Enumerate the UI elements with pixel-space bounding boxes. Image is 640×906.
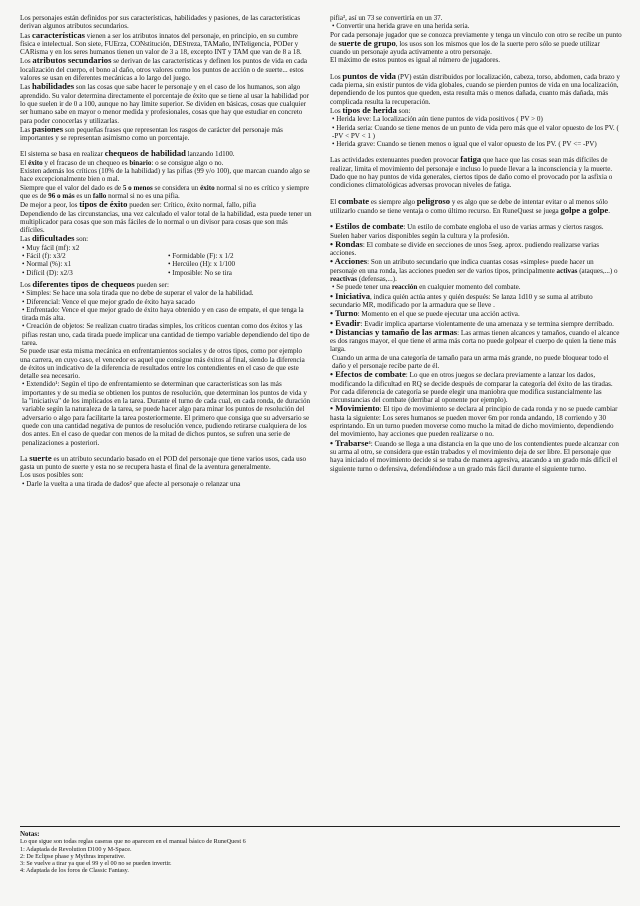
pv-paragraph: Los puntos de vida (PV) están distribuidos por localización, cabeza, torso, abdomen, cada brazo y cada pierna, sin existir puntos de vida globales, cuando se pierden puntos de vida en una localización, dependiendo de los puntos que queden, esta resulta más o menos dañada, cuanto más dañada, más complicada resulta la recuperación. <box>330 70 620 106</box>
suerte-paragraph: La suerte es un atributo secundario basado en el POD del personaje que tiene varios usos, cada uso gasta un punto de suerte y esta no se recupera hasta el final de la aventura generalmente. <box>20 452 307 472</box>
dependiendo-paragraph: Dependiendo de las circunstancias, una vez calculado el valor total de la habilidad, esta puede tener un multiplicador para cosas que son más fáciles de lo normal o un divisor para cosas que son más difíciles. <box>20 209 312 235</box>
list-item: • Formidable (F): x 1/2 <box>168 252 234 261</box>
mecanica-paragraph: Se puede usar esta misma mecánica en enfrentamientos sociales y de otros tipos, como por ejemplo una carrera, en cuyo caso, el vencedor es aquel que consigue más éxitos al final, siendo la diferencia de éxitos un indicativo de la diferencia de resultados entre los contendientes en el caso de que este detalle sea necesario. <box>20 347 305 381</box>
list-item: • Imposible: No se tira <box>168 268 232 277</box>
grupo-paragraph: Por cada personaje jugador que se conozca previamente y tenga un vínculo con otro se recibe un punto de suerte de grupo, los usos son los mismos que los de la suerte pero sólo se puede utilizar cuando un personaje ayuda activamente a otro personaje. <box>330 30 622 57</box>
dificultades-heading: Las dificultades son: <box>20 233 89 244</box>
chequeos-paragraph: El sistema se basa en realizar chequeos de habilidad lanzando 1d100. <box>20 148 235 159</box>
tipos-exito-paragraph: De mejor a peor, los tipos de éxito pueden ser: Crítico, éxito normal, fallo, pifia <box>20 199 256 210</box>
note-line: 2: De Eclipse phase y Mythras imperative. <box>20 852 126 860</box>
list-item: • Diferencial: Vence el que mejor grado de éxito haya sacado <box>22 297 195 306</box>
notes-divider <box>20 826 620 827</box>
list-item: • Herida grave: Cuando se tienen menos o igual que el valor opuesto de los PV. ( PV <= -PV) <box>332 140 597 149</box>
dano-paragraph: Dado que no hay puntos de vida generales, ciertos tipos de daño como el provocado por la asfixia o condiciones climatológicas adversas provocan niveles de fatiga. <box>330 173 613 190</box>
diferentes-heading: Los diferentes tipos de chequeos pueden ser: <box>20 278 169 289</box>
list-item: • Convertir una herida grave en una herida seria. <box>332 22 470 31</box>
iniciativa-item: • Iniciativa, indica quién actúa antes y quién después: Se lanza 1d10 y se suma al atributo secundario MR, modificado por la armadura que se lleve . <box>330 290 593 309</box>
left-column <box>20 14 312 822</box>
fatiga-paragraph: Las actividades extenuantes pueden provocar fatiga que hace que las cosas sean más difíciles de realizar, limita el movimiento del personaje e incluso lo puede llevar a la inconsciencia y la muerte. <box>330 154 613 173</box>
note-line: 1: Adaptada de Revolution D100 y M-Space. <box>20 845 132 853</box>
list-item: • Difícil (D): x2/3 <box>22 268 73 277</box>
list-item: • Darle la vuelta a una tirada de dados² que afecte al personaje o relanzar una <box>22 479 241 488</box>
notes-section <box>20 831 620 875</box>
list-item: • Herida leve: La localización aún tiene puntos de vida positivos ( PV > 0) <box>332 115 543 124</box>
two-column-body <box>20 14 622 822</box>
evadir-item: • Evadir: Evadir implica apartarse violentamente de una amenaza y se termina siempre derribado. <box>330 317 614 328</box>
trabarse-item: • Trabarse⁴: Cuando se llega a una distancia en la que uno de los contendientes puede alcanzar con su arma al otro, se considera que están trabados y el movimiento deja de ser libre. El personaje que haya iniciado el movimiento decide si se traba de manera agresiva, atacando a un grado más difícil el siguiente turno o defensiva, defendiéndose a un grado más fácil durante el siguiente turno. <box>330 437 619 473</box>
list-item: • Simples: Se hace una sola tirada que no debe de superar el valor de la habilidad. <box>22 289 254 298</box>
distancias-item: • Distancias y tamaño de las armas: Las armas tienen alcances y tamaños, cuando el alcance es dos rangos mayor, el que tiene el arma más corta no puede golpear el cuerpo de quien la tiene más larga. <box>330 326 620 354</box>
movimiento-item: • Movimiento: El tipo de movimiento se declara al principio de cada ronda y no se puede cambiar hasta la siguiente: Los seres humanos se pueden mover 6m por ronda andando, 18 corriendo y 30 esprintando. En un turno pueden moverse como mucho la mitad de dicho movimiento, dependiendo del movimiento, hay acciones que pueden realizarse o no. <box>330 403 618 439</box>
list-item: • Fácil (f): x3/2 <box>22 252 66 261</box>
habilidades-paragraph: Las habilidades son las cosas que sabe hacer le personaje y en el caso de los humanos, son algo aprendido. Su valor determina directamente el porcentaje de éxito que se tiene al usar la habilidad por lo que suelen ir de 0 a 100, aunque no hay límite superior. Se dividen en básicas, cosas que cualquier ser humano sabe en mayor o menor medida y profesionales, cosas que hay que estudiar en concreto para poder conocerlas y utilizarlas. <box>20 81 309 125</box>
intro-paragraph: Los personajes están definidos por sus características, habilidades y pasiones, de las características derivan algunos atributos secundarios. <box>20 14 301 31</box>
list-item <box>166 244 312 252</box>
criticos-paragraph: Existen además los críticos (10% de la habilidad) y las pifias (99 y/o 100), que marcan cuando algo se hace excepcionalmente bien o mal. <box>20 167 310 184</box>
caracteristicas-paragraph: Las características vienen a ser los atributos innatos del personaje, en principio, en su cumbre física e intelectual. Son siete, FUErza, CONstitución, DEStreza, TAMaño, INTeligencia, PODer y CARisma y en los seres humanos tienen un valor de 3 a 18, excepto INT y TAM que van de 8 a 18. <box>20 29 302 57</box>
efectos-item: • Efectos de combate: Lo que en otros juegos se declara previamente a lanzar los dados, modificando la dificultad en RQ se decide después de comparar la categoría del éxito de las tiradas. Por cada diferencia de categoría se puede elegir una maniobra que modifica sustancialmente las circunstancias del combate (derribar al oponente por ejemplo). <box>330 369 613 405</box>
exito-paragraph: El éxito y el fracaso de un chequeo es binario: o se consigue algo o no. <box>20 158 224 167</box>
acciones-item: • Acciones: Son un atributo secundario que indica cuantas cosas «simples» puede hacer un personaje en una ronda, las acciones pueden ser de varios tipos, principalmente activas (ataques,...) o reactivas (defensas,...). <box>330 256 618 284</box>
pasiones-paragraph: Las pasiones son pequeñas frases que representan los rasgos de carácter del personaje más importantes y se representan asimismo como un porcentaje. <box>20 123 283 143</box>
atributos-paragraph: Los atributos secundarios se derivan de las características y definen los puntos de vida en cada localización del cuerpo, el bono al daño, otros valores como los puntos de acción o de suerte... estos valores se usan en diferentes mecánicas a lo largo del juego. <box>20 55 308 83</box>
notes-title: Notas: <box>20 830 40 838</box>
pifia-paragraph: pifia³, así un 73 se convertiría en un 37. <box>330 14 443 22</box>
list-item: • Herida seria: Cuando se tiene menos de un punto de vida pero más que el valor opuesto de los PV. ( -PV < PV < 1 ) <box>332 123 619 140</box>
cuando-paragraph: Cuando un arma de una categoría de tamaño para un arma más grande, no puede bloquear todo el daño y el personaje recibe parte de él. <box>332 353 609 370</box>
siempre-paragraph: Siempre que el valor del dado es de 5 o menos se considera un éxito normal si no es crítico y siempre que es de 96 o más es un fallo normal si no es una pifia. <box>20 183 310 200</box>
turno-item: • Turno: Momento en el que se puede ejecutar una acción activa. <box>330 308 520 319</box>
maximo-paragraph: El máximo de estos puntos es igual al número de jugadores. <box>330 56 501 65</box>
list-item: • Hercúleo (H): x 1/100 <box>168 260 236 269</box>
note-line: Lo que sigue son todas reglas caseras que no aparecen en el manual básico de RuneQuest 6 <box>20 838 246 846</box>
rondas-item: • Rondas: El combate se divide en secciones de unos 5seg. aprox. pudiendo realizarse varias acciones. <box>330 238 600 258</box>
right-column <box>330 14 622 822</box>
list-item: • Normal (%): x1 <box>22 260 72 269</box>
list-item: • Muy fácil (mf): x2 <box>22 243 80 252</box>
usos-paragraph: Los usos posibles son: <box>20 471 84 480</box>
reaccion-item: • Se puede tener una reacción en cualquier momento del combate. <box>332 283 521 292</box>
combate-paragraph: El combate es siempre algo peligroso y es algo que se debe de intentar evitar o al menos sólo utilizarlo cuando se tiene ventaja o como último recurso. En RuneQuest se juega golpe a golpe. <box>330 195 611 215</box>
estilos-item: • Estilos de combate: Un estilo de combate engloba el uso de varias armas y ciertos rasgos. Suelen haber varios disponibles según la cultura y la profesión. <box>330 221 604 240</box>
list-item: • Enfrentado: Vence el que mejor grado de éxito haya obtenido y en caso de empate, el que tenga la tirada más alta. <box>22 305 304 323</box>
extendido-paragraph: • Extendido¹: Según el tipo de enfrentamiento se determinan que características son las más importantes y de su media se obtienen los puntos de resolución, que determinan los puntos de vida y la "iniciativa" de los implicados en la tarea. Durante el turno de cada cual, en cada ronda, de duración variable según la naturaleza de la tarea, se puede hacer algo para minar los puntos de resolución del adversario o algo para facilitarte la tarea posteriormente. El primero que consiga que su adversario se quede con una cantidad negativa de puntos de resolución vence, pudiendo retirarse cualquiera de los dos antes. En el caso de quedar con menos de la mitad de dichos puntos, se sufren una serie de penalizaciones a posteriori. <box>22 380 311 447</box>
list-item: • Creación de objetos: Se realizan cuatro tiradas simples, los críticos cuentan como dos éxitos y las pifias restan uno, cada tirada puede implicar una cantidad de tiempo variable dependiendo del tipo de tarea. <box>22 322 310 347</box>
note-line: 3: Se vuelve a tirar ya que el 99 y el 00 no se pueden invertir. <box>20 860 172 868</box>
note-line: 4: Adaptada de los foros de Classic Fantasy. <box>20 867 129 875</box>
dificultades-list <box>20 244 312 277</box>
heridas-heading: Los tipos de herida son: <box>330 104 411 115</box>
